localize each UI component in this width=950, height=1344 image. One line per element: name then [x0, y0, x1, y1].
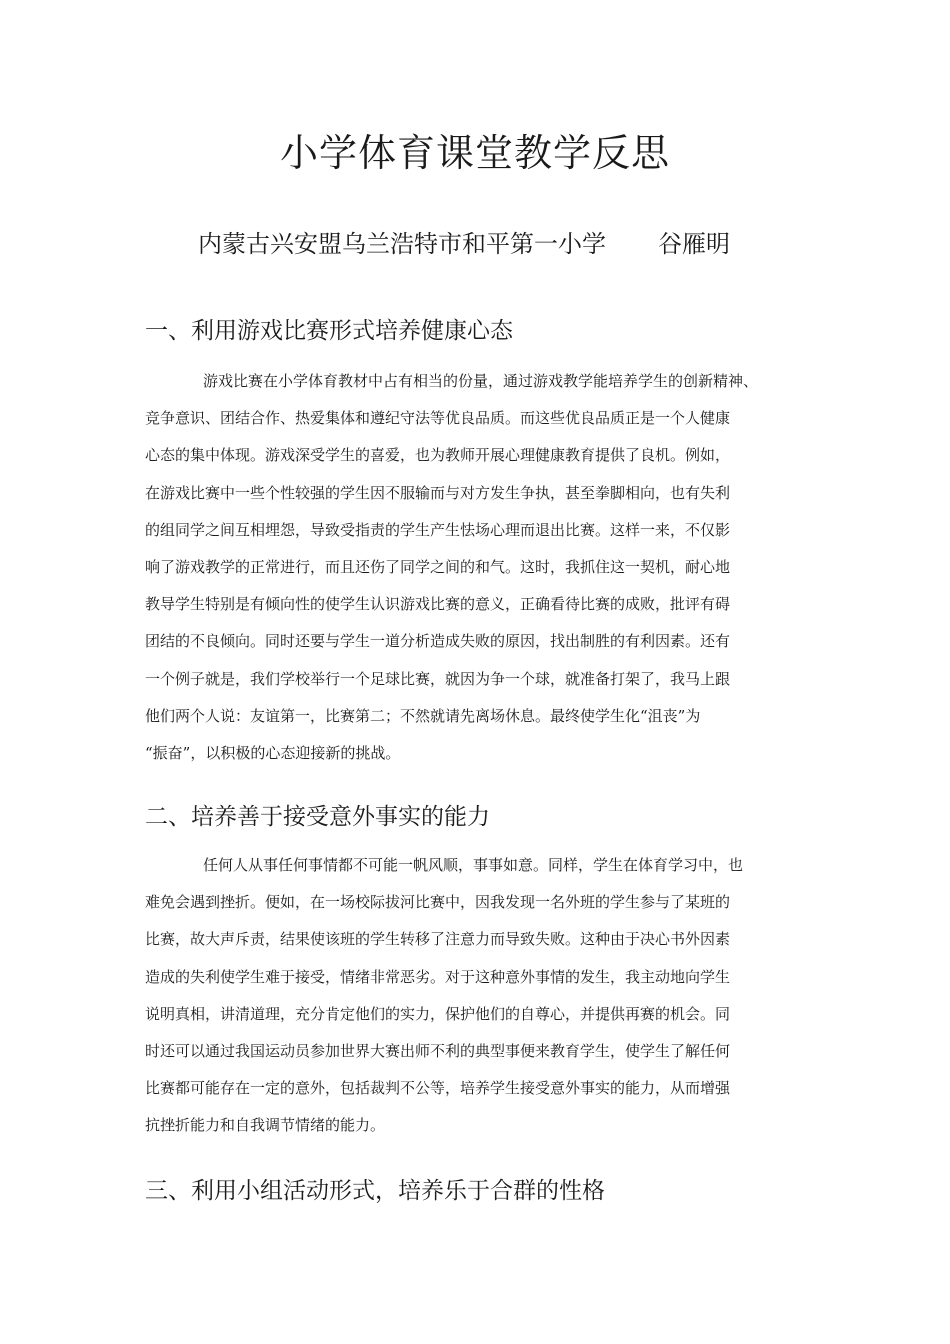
paragraph-line: 说明真相，讲清道理，充分肯定他们的实力，保护他们的自尊心，并提供再赛的机会。同	[145, 1004, 731, 1023]
paragraph-line: 在游戏比赛中一些个性较强的学生因不服输而与对方发生争执，甚至拳脚相向，也有失利	[145, 483, 731, 502]
paragraph-line: 难免会遇到挫折。便如，在一场校际拔河比赛中，因我发现一名外班的学生参与了某班的	[145, 893, 731, 912]
paragraph-line: 造成的失利使学生难于接受，情绪非常恶劣。对于这种意外事情的发生，我主动地向学生	[145, 967, 731, 986]
paragraph-line: 任何人从事任何事情都不可能一帆风顺，事事如意。同样，学生在体育学习中，也	[203, 856, 744, 874]
paragraph-line: 时还可以通过我国运动员参加世界大赛出师不利的典型事便来教育学生，使学生了解任何	[145, 1041, 731, 1060]
author-line	[198, 226, 730, 262]
paragraph-line: 教导学生特别是有倾向性的使学生认识游戏比赛的意义，正确看待比赛的成败，批评有碍	[145, 595, 731, 614]
paragraph-line: “振奋”，以积极的心态迎接新的挑战。	[145, 743, 401, 762]
section-2-heading: 二、培养善于接受意外事实的能力	[145, 804, 490, 830]
paragraph-line: 他们两个人说：友谊第一，比赛第二；不然就请先离场休息。最终使学生化“沮丧”为	[145, 706, 701, 725]
paragraph-line: 心态的集中体现。游戏深受学生的喜爱，也为教师开展心理健康教育提供了良机。例如，	[145, 446, 731, 465]
paragraph-line: 一个例子就是，我们学校举行一个足球比赛，就因为争一个球，就准备打架了，我马上跟	[145, 669, 731, 688]
section-1-paragraph	[145, 363, 825, 772]
paragraph-line: 比赛都可能存在一定的意外，包括裁判不公等，培养学生接受意外事实的能力，从而增强	[145, 1079, 731, 1098]
paragraph-line: 抗挫折能力和自我调节情绪的能力。	[145, 1116, 386, 1135]
section-2-paragraph	[145, 847, 825, 1145]
section-1-heading: 一、利用游戏比赛形式培养健康心态	[145, 318, 513, 344]
school-name: 内蒙古兴安盟乌兰浩特市和平第一小学	[198, 230, 606, 258]
document-title: 小学体育课堂教学反思	[279, 131, 670, 175]
paragraph-line: 比赛，故大声斥责，结果使该班的学生转移了注意力而导致失败。这种由于决心书外因素	[145, 930, 731, 949]
paragraph-line: 响了游戏教学的正常进行，而且还伤了同学之间的和气。这时，我抓住这一契机，耐心地	[145, 557, 731, 576]
paragraph-line: 竞争意识、团结合作、热爱集体和遵纪守法等优良品质。而这些优良品质正是一个人健康	[145, 409, 731, 428]
paragraph-line: 游戏比赛在小学体育教材中占有相当的份量，通过游戏教学能培养学生的创新精神、	[203, 372, 759, 390]
paragraph-line: 团结的不良倾向。同时还要与学生一道分析造成失败的原因，找出制胜的有利因素。还有	[145, 632, 731, 651]
author-name: 谷雁明	[658, 230, 730, 258]
section-3-heading: 三、利用小组活动形式，培养乐于合群的性格	[145, 1178, 605, 1204]
paragraph-line: 的组同学之间互相埋怨，导致受指责的学生产生怯场心理而退出比赛。这样一来，不仅影	[145, 520, 731, 539]
